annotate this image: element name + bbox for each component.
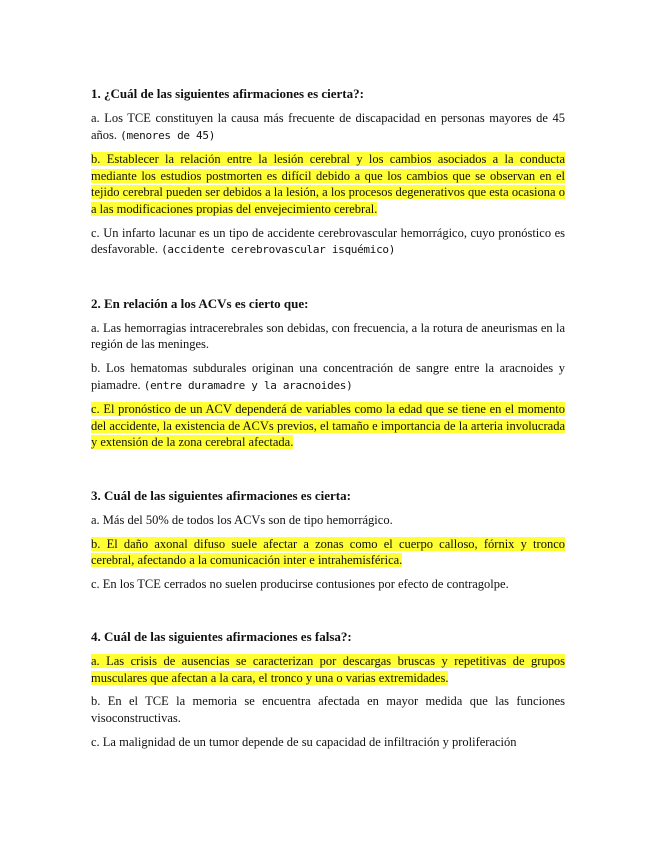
question-3 xyxy=(91,487,565,592)
question-2-option-c-text: c. El pronóstico de un ACV dependerá de variables como la edad que se tiene en el momento del accidente, la existencia de ACVs previos, el tamaño e importancia de la arteria involucrada y extensión de la zona cerebral afectada. xyxy=(91,402,565,450)
question-2-option-c xyxy=(91,401,565,451)
question-1-option-c-note: (accidente cerebrovascular isquémico) xyxy=(161,243,396,257)
question-4-option-b xyxy=(91,693,565,726)
question-1-option-c-text: c. Un infarto lacunar es un tipo de accidente cerebrovascular hemorrágico, cuyo pronóstico es desfavorable. xyxy=(91,225,565,257)
question-2-option-b-note: (entre duramadre y la aracnoides) xyxy=(143,378,353,392)
question-1-option-c xyxy=(91,225,565,259)
question-3-option-b-text: b. El daño axonal difuso suele afectar a zonas como el cuerpo calloso, fórnix y tronco cerebral, afectando a la comunicación inter e intrahemisférica. xyxy=(91,536,565,568)
question-4-option-a xyxy=(91,653,565,686)
question-3-option-c-text: c. En los TCE cerrados no suelen producirse contusiones por efecto de contragolpe. xyxy=(91,576,509,591)
question-2-option-b-text: b. Los hematomas subdurales originan una concentración de sangre entre la aracnoides y piamadre. xyxy=(91,360,565,392)
question-1-option-b xyxy=(91,151,565,217)
question-3-option-a-text: a. Más del 50% de todos los ACVs son de tipo hemorrágico. xyxy=(91,512,393,527)
question-1-title: 1. ¿Cuál de las siguientes afirmaciones es cierta?: xyxy=(91,86,364,101)
question-3-option-a xyxy=(91,512,565,529)
question-2-option-b xyxy=(91,360,565,394)
question-4-option-a-text: a. Las crisis de ausencias se caracterizan por descargas bruscas y repetitivas de grupos musculares que afectan a la cara, el tronco y una o varias extremidades. xyxy=(91,654,565,685)
question-3-option-b xyxy=(91,536,565,569)
question-4 xyxy=(91,628,565,750)
question-4-option-c xyxy=(91,734,565,751)
document-content xyxy=(91,0,565,750)
question-3-title: 3. Cuál de las siguientes afirmaciones es cierta: xyxy=(91,487,351,503)
question-2 xyxy=(91,295,565,451)
question-4-option-c-text: c. La malignidad de un tumor depende de su capacidad de infiltración y proliferación xyxy=(91,734,517,749)
question-2-option-a xyxy=(91,320,565,353)
question-3-option-c xyxy=(91,576,565,593)
question-1-option-b-text: b. Establecer la relación entre la lesión cerebral y los cambios asociados a la conducta mediante los estudios postmorten es difícil debido a que los cambios que se observan en el tejido cerebral pueden ser debidos a la lesión, a los procesos degenerativos que esta ocasiona o a las modificaciones propias del envejecimiento cerebral. xyxy=(91,152,565,216)
question-1 xyxy=(91,0,565,259)
question-4-option-b-text: b. En el TCE la memoria se encuentra afectada en mayor medida que las funciones visoconstructivas. xyxy=(91,694,565,726)
question-1-option-a-note: (menores de 45) xyxy=(120,128,216,142)
question-1-option-a-text: a. Los TCE constituyen la causa más frecuente de discapacidad en personas mayores de 45 años. xyxy=(91,111,565,142)
question-2-title: 2. En relación a los ACVs es cierto que: xyxy=(91,295,309,311)
question-2-option-a-text: a. Las hemorragias intracerebrales son debidas, con frecuencia, a la rotura de aneurismas en la región de las meninges. xyxy=(91,320,565,352)
question-4-title: 4. Cuál de las siguientes afirmaciones es falsa?: xyxy=(91,629,352,645)
question-1-option-a xyxy=(91,110,565,144)
